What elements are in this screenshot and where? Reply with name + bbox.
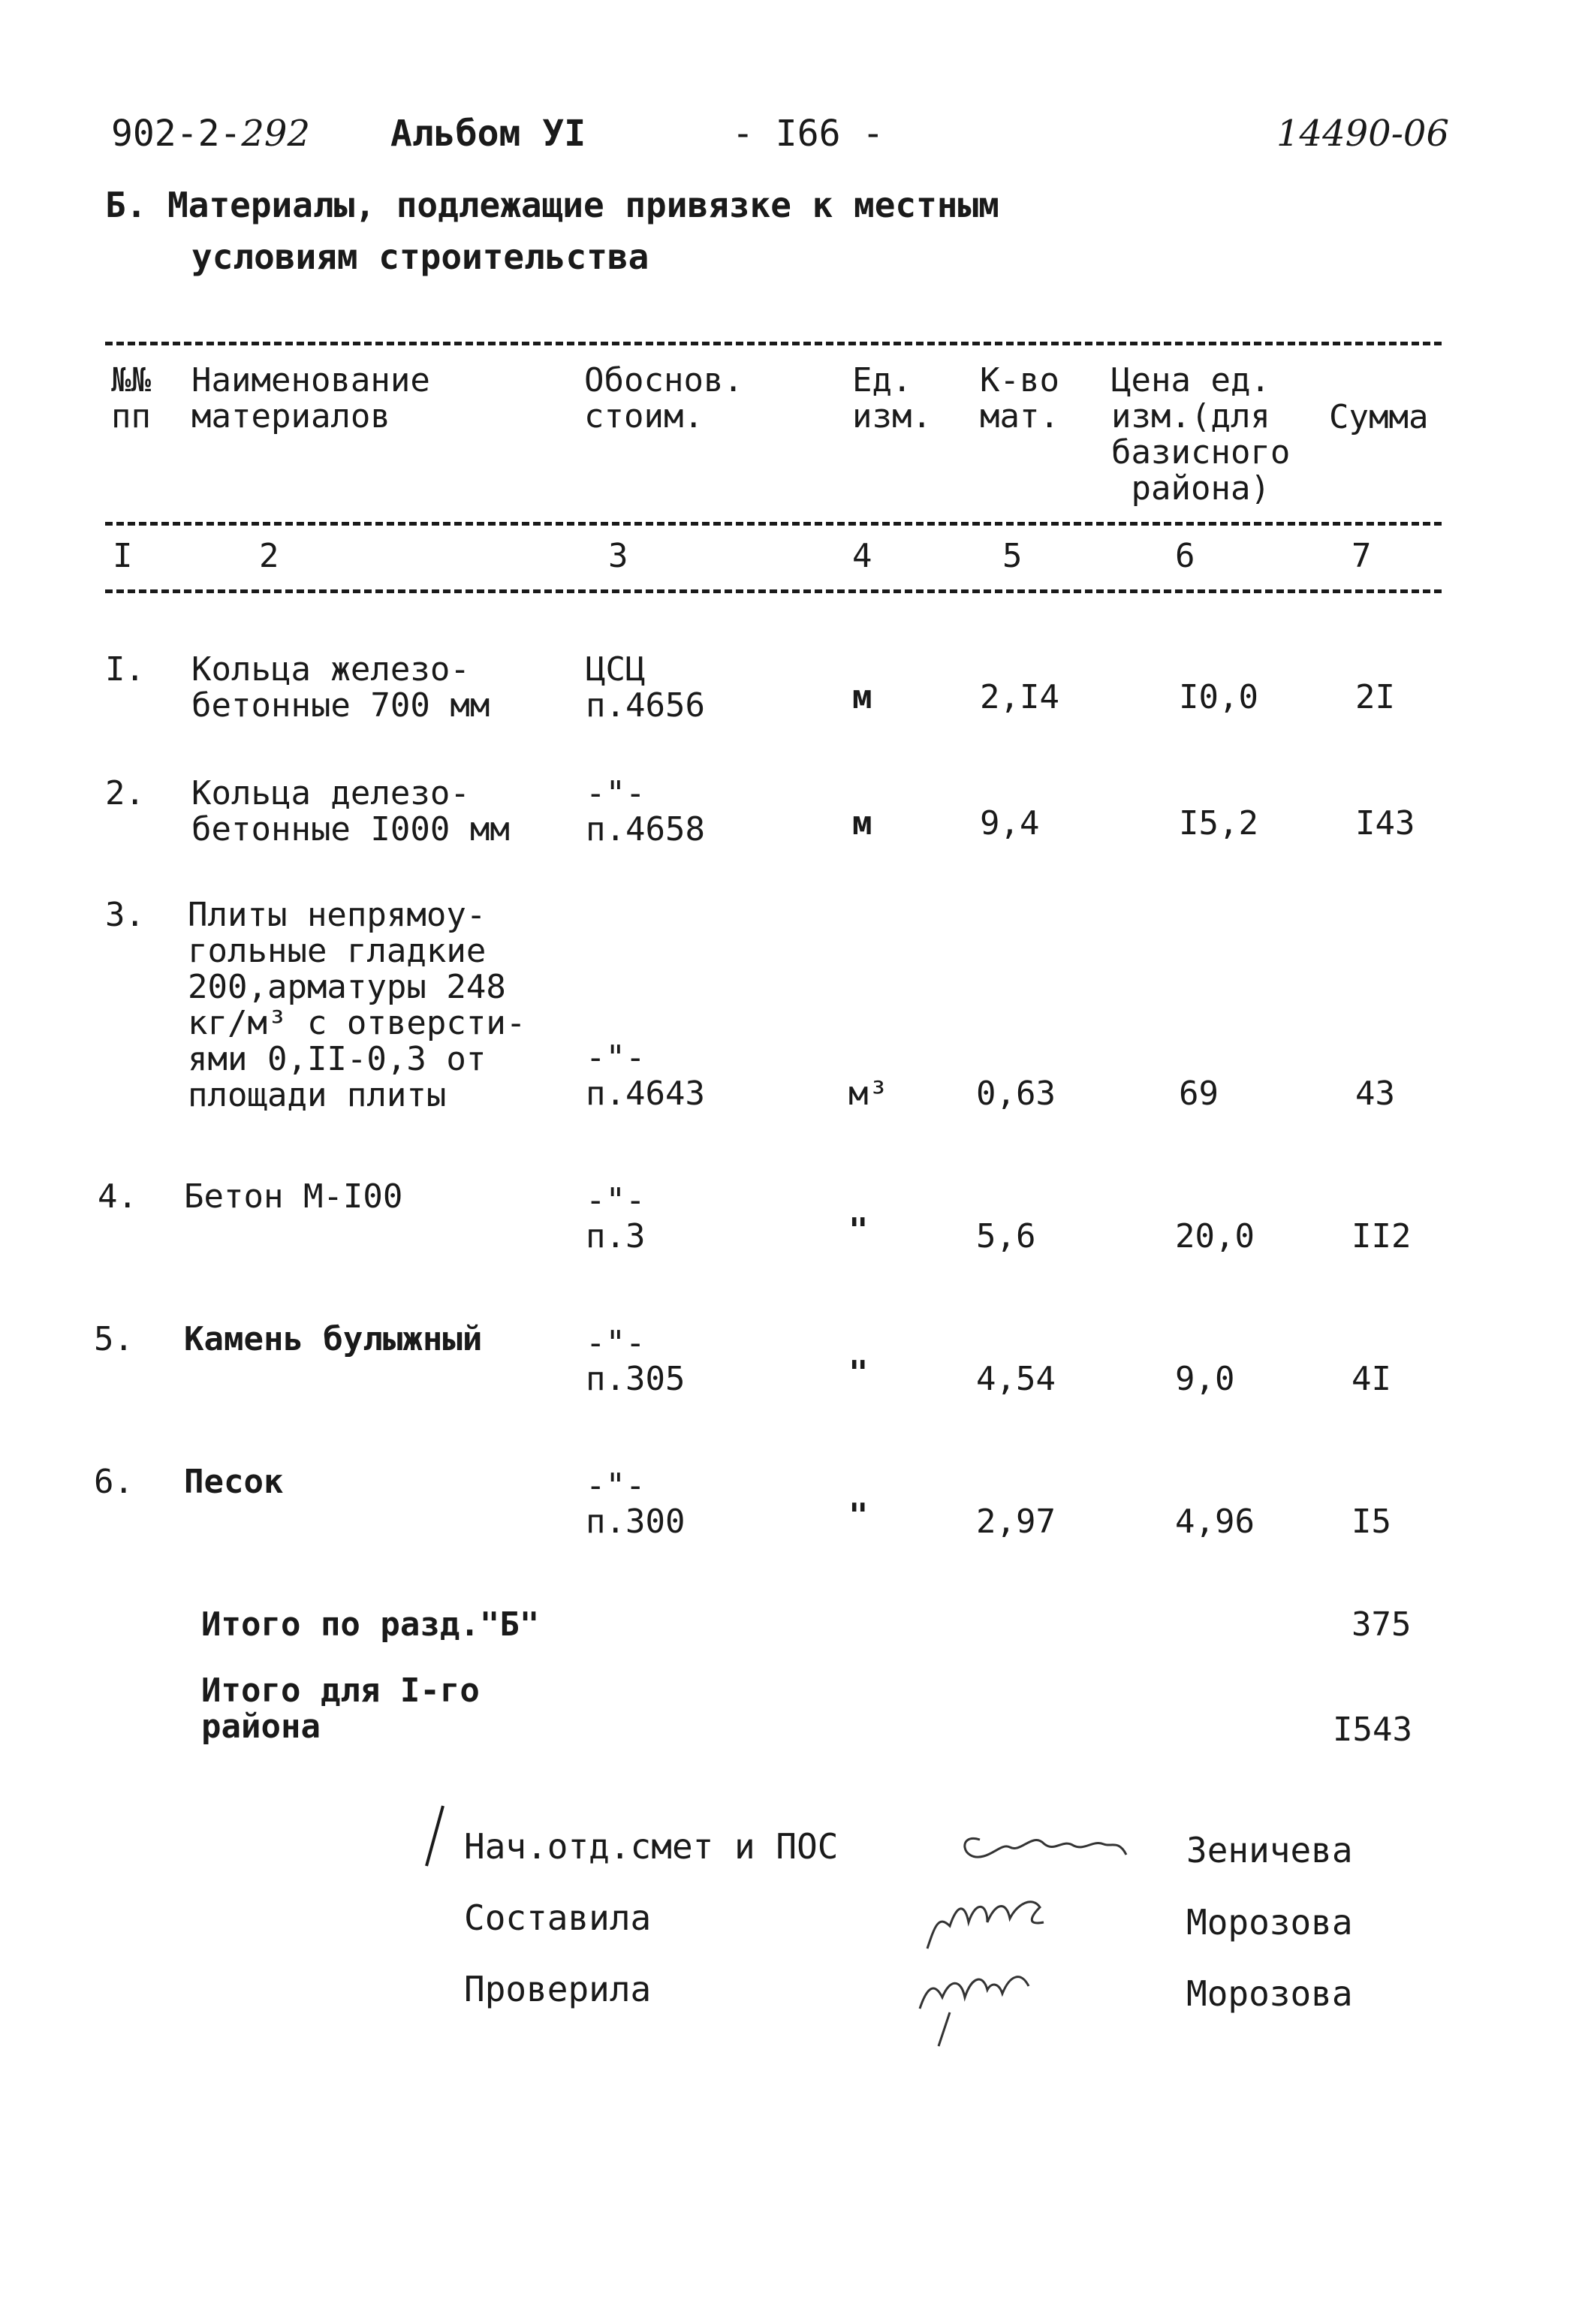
section-title-line1: Б. Материалы, подлежащие привязке к местным bbox=[105, 185, 999, 225]
signature-block-bracket bbox=[420, 1802, 450, 1870]
table-rule-header-bottom bbox=[105, 522, 1442, 526]
col-header-qty: К-во мат. bbox=[980, 361, 1059, 436]
row-1-qty: 2,I4 bbox=[980, 678, 1059, 716]
row-4-price: 20,0 bbox=[1175, 1217, 1255, 1255]
col-header-price: Цена ед. изм.(для базисного района) bbox=[1111, 361, 1291, 508]
total-section-b-value: 375 bbox=[1351, 1605, 1412, 1644]
col-number-6: 6 bbox=[1175, 537, 1195, 575]
signature-mark-checked bbox=[905, 1952, 1077, 2050]
row-3-qty: 0,63 bbox=[976, 1075, 1056, 1113]
row-1-price: I0,0 bbox=[1179, 678, 1258, 716]
total-district-label: Итого для I-го района bbox=[201, 1671, 480, 1746]
row-6-price: 4,96 bbox=[1175, 1503, 1255, 1541]
row-4-num: 4. bbox=[98, 1177, 137, 1216]
row-6-basis: -"- п.300 bbox=[586, 1466, 686, 1541]
row-6-name: Песок bbox=[184, 1463, 284, 1501]
signature-name-compiled: Морозова bbox=[1186, 1902, 1353, 1943]
signature-role-checked: Проверила bbox=[464, 1969, 652, 2009]
row-2-unit: м bbox=[852, 804, 872, 842]
total-district-value: I543 bbox=[1333, 1711, 1412, 1749]
table-rule-colnum-bottom bbox=[105, 589, 1442, 593]
row-2-price: I5,2 bbox=[1179, 804, 1258, 842]
row-2-qty: 9,4 bbox=[980, 804, 1040, 842]
col-number-3: 3 bbox=[608, 537, 628, 575]
signature-name-head: Зеничева bbox=[1186, 1830, 1353, 1870]
row-3-price: 69 bbox=[1179, 1075, 1219, 1113]
row-1-name: Кольца железо- бетонные 700 мм bbox=[191, 650, 490, 725]
row-1-sum: 2I bbox=[1355, 678, 1395, 716]
signature-mark-head bbox=[950, 1810, 1138, 1870]
row-3-basis: -"- п.4643 bbox=[586, 1038, 705, 1113]
row-3-sum: 43 bbox=[1355, 1075, 1395, 1113]
col-number-5: 5 bbox=[1002, 537, 1023, 575]
row-5-qty: 4,54 bbox=[976, 1360, 1056, 1398]
row-4-basis: -"- п.3 bbox=[586, 1181, 646, 1255]
signature-name-checked: Морозова bbox=[1186, 1973, 1353, 2014]
row-6-sum: I5 bbox=[1351, 1503, 1391, 1541]
col-header-name: Наименование материалов bbox=[191, 361, 430, 436]
col-number-7: 7 bbox=[1351, 537, 1372, 575]
section-title-line2: условиям строительства bbox=[191, 237, 649, 277]
row-4-unit: " bbox=[848, 1211, 869, 1249]
document-number: 14490-06 bbox=[1276, 113, 1449, 155]
col-number-4: 4 bbox=[852, 537, 872, 575]
col-header-basis: Обоснов. стоим. bbox=[584, 361, 743, 436]
signature-role-compiled: Составила bbox=[464, 1897, 652, 1938]
row-6-unit: " bbox=[848, 1497, 869, 1535]
col-header-sum: Сумма bbox=[1329, 398, 1429, 436]
row-5-sum: 4I bbox=[1351, 1360, 1391, 1398]
signature-mark-compiled bbox=[912, 1881, 1085, 1956]
row-5-name: Камень булыжный bbox=[184, 1320, 483, 1358]
row-2-sum: I43 bbox=[1355, 804, 1415, 842]
row-3-name: Плиты непрямоу- гольные гладкие 200,арматуры 248 кг/м³ с отверсти- ями 0,II-0,3 от площади плиты bbox=[188, 896, 526, 1114]
row-5-price: 9,0 bbox=[1175, 1360, 1235, 1398]
row-1-unit: м bbox=[852, 678, 872, 716]
row-6-num: 6. bbox=[94, 1463, 134, 1501]
row-2-num: 2. bbox=[105, 774, 145, 812]
row-3-num: 3. bbox=[105, 896, 145, 934]
row-5-unit: " bbox=[848, 1354, 869, 1392]
row-4-name: Бетон М-I00 bbox=[184, 1177, 403, 1216]
row-1-num: I. bbox=[105, 650, 145, 689]
header-code bbox=[111, 113, 310, 155]
col-number-1: I bbox=[113, 537, 133, 575]
row-3-unit: м³ bbox=[848, 1075, 888, 1113]
col-header-unit: Ед. изм. bbox=[852, 361, 932, 436]
header-code-printed: 902-2- bbox=[111, 113, 242, 155]
table-rule-top bbox=[105, 342, 1442, 345]
row-4-sum: II2 bbox=[1351, 1217, 1412, 1255]
row-2-basis: -"- п.4658 bbox=[586, 774, 705, 849]
row-5-num: 5. bbox=[94, 1320, 134, 1358]
total-section-b-label: Итого по разд."Б" bbox=[201, 1605, 540, 1644]
col-number-2: 2 bbox=[259, 537, 279, 575]
row-1-basis: ЦСЦ п.4656 bbox=[586, 650, 705, 725]
row-5-basis: -"- п.305 bbox=[586, 1324, 686, 1398]
row-4-qty: 5,6 bbox=[976, 1217, 1036, 1255]
header-code-handwritten: 292 bbox=[241, 113, 311, 155]
row-6-qty: 2,97 bbox=[976, 1503, 1056, 1541]
album-label: Альбом УI bbox=[390, 113, 586, 155]
col-header-num: №№ пп bbox=[111, 361, 151, 436]
row-2-name: Кольца делезо- бетонные I000 мм bbox=[191, 774, 510, 849]
page-number: - I66 - bbox=[732, 113, 884, 155]
signature-role-head: Нач.отд.смет и ПОС bbox=[464, 1826, 839, 1867]
